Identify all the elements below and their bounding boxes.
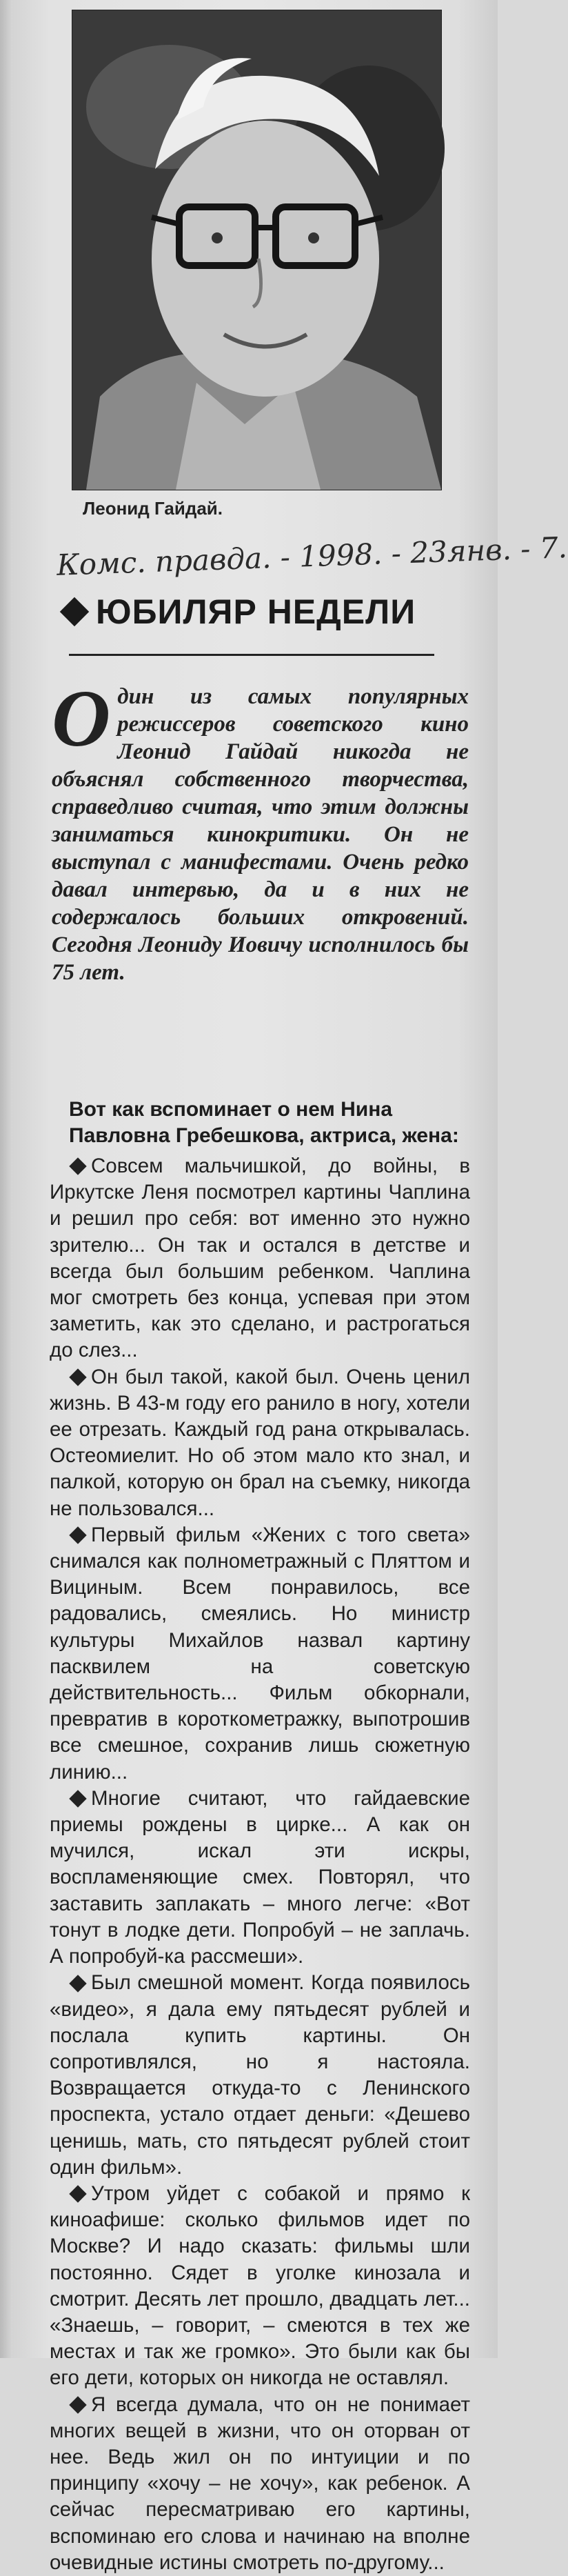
diamond-bullet-icon xyxy=(69,1526,86,1544)
article-body xyxy=(50,1153,470,2576)
article-paragraph: Совсем мальчишкой, до войны, в Иркутске Леня посмотрел картины Чаплина и решил про себя: вот именно это нужно зрителю... Он так и остался в детстве и всегда был большим ребенком. Чаплина мог смотреть без конца, успевая при этом заметить, как это сделано, и растрогаться до слез... xyxy=(50,1155,470,1362)
intro-text: дин из самых популярных режиссеров советского кино Леонид Гайдай никогда не объяснял собственного творчества, справедливо считая, что этим должны заниматься кинокритики. Он не выступал с манифестами. Очень редко давал интервью, да и в них не содержалось больших откровений. Сегодня Леониду Иовичу исполнилось бы 75 лет. xyxy=(52,684,469,985)
diamond-bullet-icon xyxy=(60,597,89,626)
diamond-bullet-icon xyxy=(69,1975,86,1992)
handwritten-text: Комс. правда. - 1998. - 23янв. - 7. xyxy=(56,530,568,582)
paper-fold-shadow xyxy=(0,0,12,2358)
lead-in: Вот как вспоминает о нем Нина Павловна Гребешкова, актриса, жена: xyxy=(69,1098,459,1147)
heading-divider xyxy=(69,654,434,656)
portrait-photo xyxy=(72,10,442,490)
diamond-bullet-icon xyxy=(69,1157,86,1175)
intro-paragraph xyxy=(52,673,469,986)
diamond-bullet-icon xyxy=(69,2185,86,2202)
article-paragraph: Первый фильм «Жених с того света» снимался как полнометражный с Пляттом и Вициным. Всем понравилось, все радовались, смеялись. Но министр культуры Михайлов назвал картину пасквилем на советскую действительность... Фильм обкорнали, превратив в короткометражку, выпотрошив все смешное, сохранив лишь сюжетную линию... xyxy=(50,1523,470,1784)
article-paragraph: Многие считают, что гайдаевские приемы рождены в цирке... А как он мучился, искал эти искры, воспламеняющие смех. Повторял, что заставить заплакать – много легче: «Вот тонут в лодке дети. Попробуй – не заплачь. А попробуй-ка рассмеши». xyxy=(50,1786,470,1968)
article-paragraph: Я всегда думала, что он не понимает многих вещей в жизни, что он оторван от нее. Ведь жил он по интуиции и по принципу «хочу – не хочу», как ребенок. А сейчас пересматриваю его картины, вспоминаю его слова и начинаю на вполне очевидные истины смотреть по-другому... xyxy=(50,2393,470,2574)
handwritten-source-note xyxy=(56,530,568,595)
diamond-bullet-icon xyxy=(69,1790,86,1807)
article-paragraph: Он был такой, какой был. Очень ценил жизнь. В 43-м году его ранило в ногу, хотели ее отрезать. Каждый год рана открывалась. Остеомиелит. Но об этом мало кто знал, и палкой, которую он брал на съемку, никогда не пользовался... xyxy=(50,1365,470,1520)
rubric-heading xyxy=(59,592,452,632)
drop-cap: О xyxy=(52,673,111,763)
photo-caption: Леонид Гайдай. xyxy=(83,498,223,519)
diamond-bullet-icon xyxy=(69,1368,86,1386)
diamond-bullet-icon xyxy=(69,2396,86,2413)
rubric-title: ЮБИЛЯР НЕДЕЛИ xyxy=(96,592,416,631)
article-paragraph: Утром уйдет с собакой и прямо к киноафише: сколько фильмов идет по Москве? И надо сказать: фильмы шли постоянно. Сядет в уголке кинозала и смотрит. Десять лет прошло, двадцать лет... «Знаешь, – говорит, – смеются в тех же местах и так же громко». Это были как бы его дети, которых он никогда не оставлял. xyxy=(50,2181,470,2390)
article-paragraph: Был смешной момент. Когда появилось «видео», я дала ему пятьдесят рублей и послала купить картины. Он сопротивлялся, но я настояла. Возвращается откуда-то с Ленинского проспекта, устало отдает деньги: «Дешево ценишь, мать, сто пятьдесят рублей стоит один фильм». xyxy=(50,1971,470,2179)
